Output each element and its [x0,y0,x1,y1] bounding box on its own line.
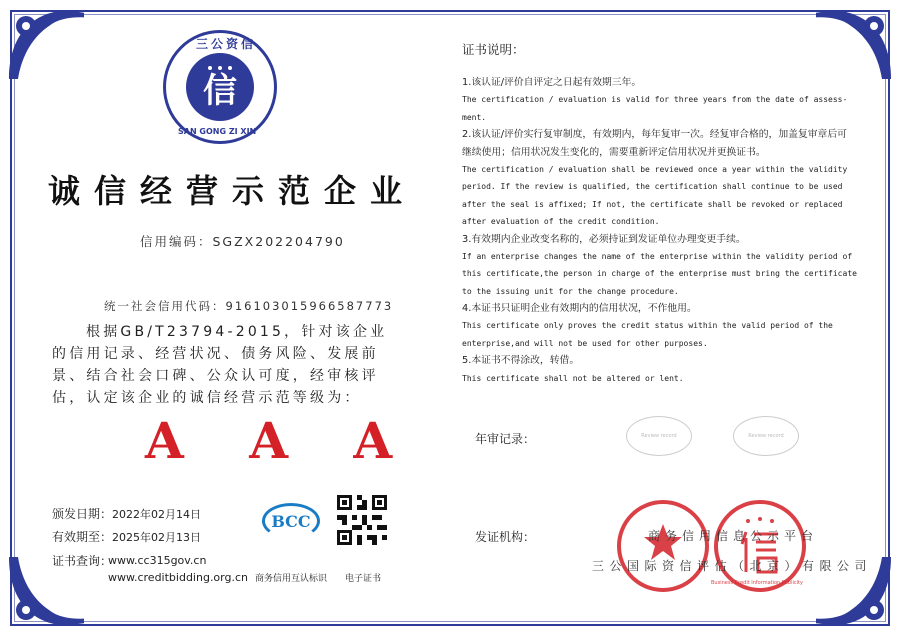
note-line: ment. [462,112,487,122]
note-line: If an enterprise changes the name of the enterprise within the validity period of [462,251,853,261]
note-line: period. If the review is qualified, the certification shall continue to be used [462,182,843,192]
qr-caption: 电子证书 [345,574,382,584]
bcc-logo-text: BCC [271,511,311,531]
bcc-logo [262,503,320,539]
issue-date-label: 颁发日期： [52,507,113,521]
seal-credit-platform [714,500,806,592]
issuer-name-1: 商务信用信息公示平台 [648,529,819,543]
logo-glyph: 信 [203,71,237,111]
note-line: this certificate,the person in charge of the enterprise must bring the certificate [462,269,857,279]
valid-until-label: 有效期至： [52,530,113,544]
rating-grade: A A A [145,411,417,470]
credit-code: 信用编码：SGZX202204790 [140,234,345,249]
unified-social-credit-code: 统一社会信用代码：916103015966587773 [104,299,394,313]
review-record-slot [626,416,692,456]
notes-heading: 证书说明： [462,42,525,57]
note-line: 4.本证书只证明企业有效期内的信用状况，不作他用。 [462,303,697,315]
note-line: after evaluation of the credit condition. [462,217,660,227]
logo-text-bottom: SAN GONG ZI XIN [178,127,257,136]
seal-credit-platform-english: Business Credit Information Publicity [711,580,803,586]
note-line: 1.该认证/评价自评定之日起有效期三年。 [462,77,642,88]
sangong-logo [163,30,277,144]
review-record-label: 年审记录： [475,432,536,446]
query-url-2[interactable]: www.creditbidding.org.cn [108,571,248,584]
note-line: The certification / evaluation shall be reviewed once a year within the validity [462,164,848,174]
ornament-corner-icon [4,4,84,84]
review-record-slot [733,416,799,456]
query-label: 证书查询： [52,554,113,568]
note-line: This certificate only proves the credit status within the valid period of the [462,321,833,331]
note-line: This certificate shall not be altered or lent. [462,373,684,383]
issue-date: 2022年02月14日 [112,508,202,521]
review-record-text: Review record [641,433,677,439]
note-line: after the seal is affixed; If not, the certificate shall be revoked or replaced [462,199,843,209]
issuer-label: 发证机构： [475,530,536,544]
ornament-corner-icon [816,4,896,84]
assessment-paragraph: 根据GB/T23794-2015，针对该企业的信用记录、经营状况、债务风险、发展前景、结合社会口碑、公众认可度，经审核评估，认定该企业的诚信经营示范等级为： [52,324,388,406]
qr-code-icon[interactable] [337,495,387,545]
note-line: enterprise,and will not be used for other purposes. [462,338,708,348]
note-line: 5.本证书不得涂改，转借。 [462,355,580,367]
notes-list [462,74,882,387]
valid-until: 2025年02月13日 [112,531,202,544]
bcc-caption: 商务信用互认标识 [255,574,328,584]
review-record-text: Review record [748,433,784,439]
note-line: 3.有效期内企业改变名称的，必须持证到发证单位办理变更手续。 [462,233,746,245]
query-url-1[interactable]: www.cc315gov.cn [108,554,207,567]
note-line: 继续使用；信用状况发生变化的，需要重新评定信用状况并更换证书。 [462,146,766,158]
note-line: The certification / evaluation is valid for three years from the date of assess- [462,95,848,105]
certificate-title: 诚信经营示范企业 [48,172,417,210]
seal-sangong [617,500,709,592]
issuer-name-2: 三公国际资信评估（北京）有限公司 [592,559,873,573]
note-line: to the issuing unit for the change procedure. [462,286,679,296]
logo-text-top: 三公资信 [196,37,257,51]
note-line: 2.该认证/评价实行复审制度，有效期内，每年复审一次。经复审合格的，加盖复审章后可 [462,129,847,141]
